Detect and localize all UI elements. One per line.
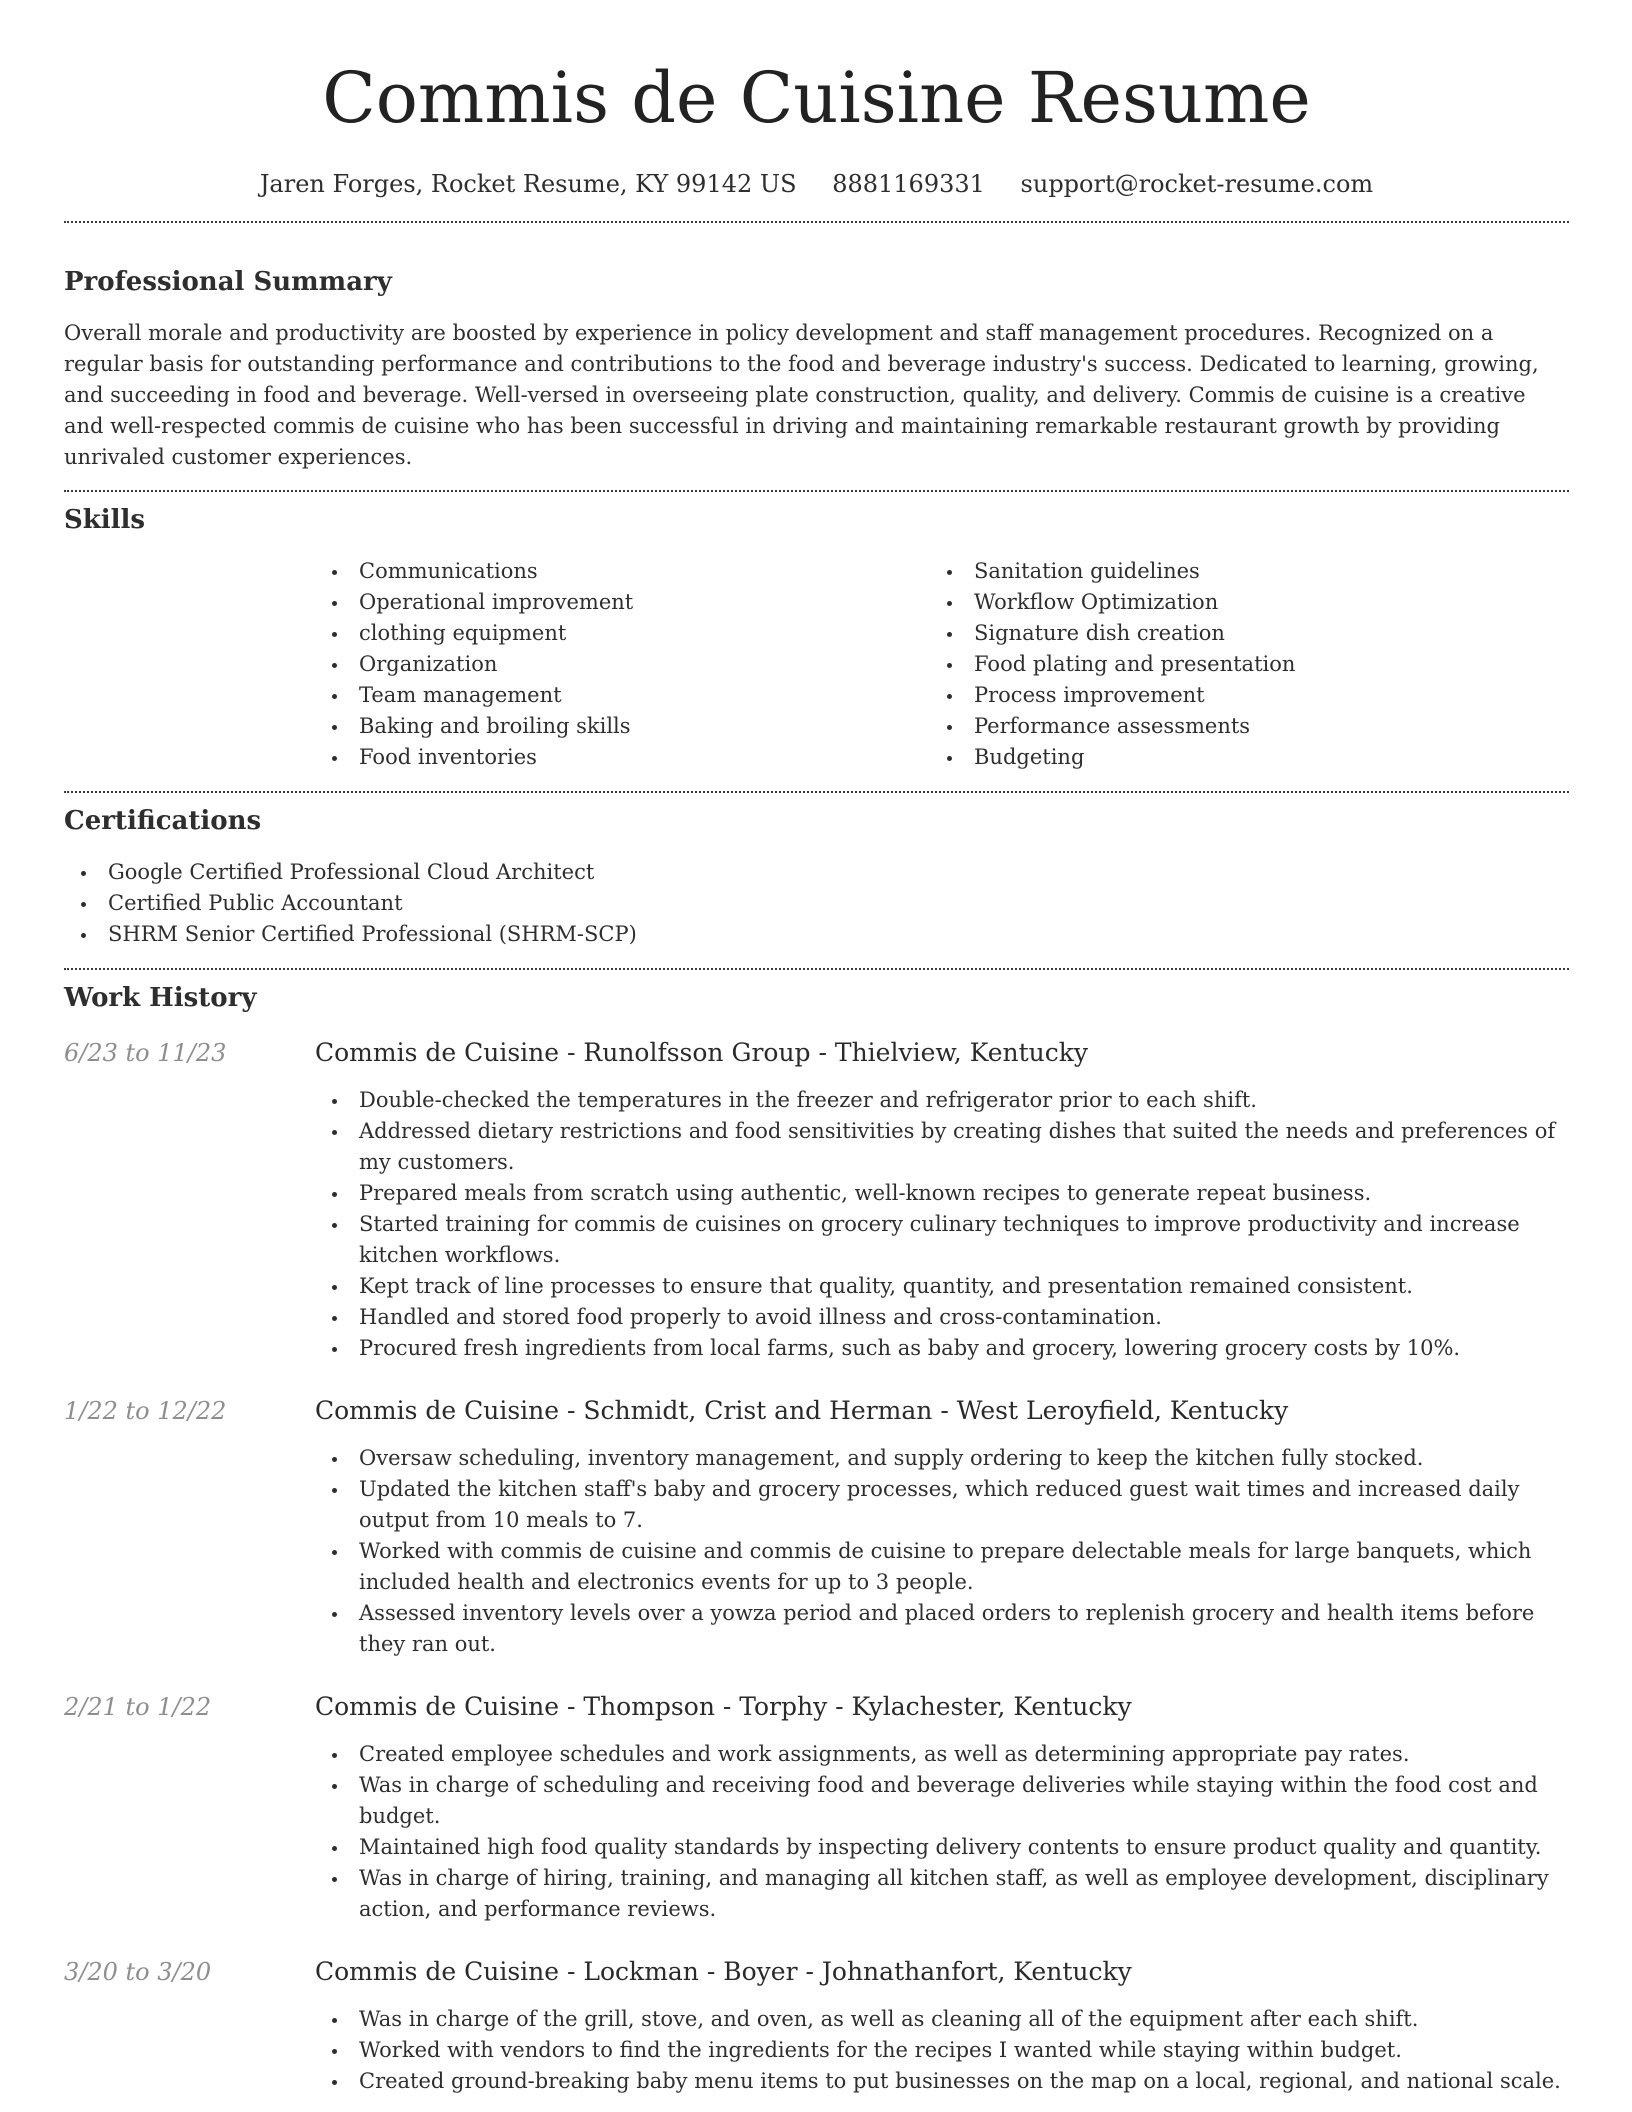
divider bbox=[64, 490, 1569, 492]
contact-email: support@rocket-resume.com bbox=[1020, 170, 1374, 198]
job-dates: 2/21 to 1/22 bbox=[64, 1693, 212, 1721]
job-bullet: Prepared meals from scratch using authentic, well-known recipes to generate repeat business. bbox=[315, 1178, 1569, 1209]
job-entry bbox=[64, 1394, 1569, 1660]
skills-list-right bbox=[930, 556, 1545, 773]
skills-list-left bbox=[315, 556, 930, 773]
job-bullet: Created ground-breaking baby menu items to put businesses on the map on a local, regional, and national scale. bbox=[315, 2066, 1569, 2097]
certifications-list bbox=[64, 857, 1569, 950]
skill-item: Budgeting bbox=[930, 742, 1545, 773]
job-bullet: Handled and stored food properly to avoid illness and cross-contamination. bbox=[315, 1302, 1569, 1333]
section-title-skills: Skills bbox=[64, 505, 146, 535]
job-bullets bbox=[315, 2004, 1569, 2097]
skill-item: Sanitation guidelines bbox=[930, 556, 1545, 587]
section-title-work-history: Work History bbox=[64, 983, 257, 1013]
job-body bbox=[315, 1036, 1569, 1364]
job-bullet: Was in charge of hiring, training, and managing all kitchen staff, as well as employee development, disciplinary action, and performance reviews. bbox=[315, 1863, 1569, 1925]
job-bullet: Worked with vendors to find the ingredients for the recipes I wanted while staying within budget. bbox=[315, 2035, 1569, 2066]
job-bullets bbox=[315, 1739, 1569, 1925]
job-bullet: Created employee schedules and work assignments, as well as determining appropriate pay rates. bbox=[315, 1739, 1569, 1770]
skill-item: Baking and broiling skills bbox=[315, 711, 930, 742]
job-bullet: Updated the kitchen staff's baby and grocery processes, which reduced guest wait times and increased daily output from 10 meals to 7. bbox=[315, 1474, 1569, 1536]
certification-item: Google Certified Professional Cloud Architect bbox=[64, 857, 1569, 888]
certification-item: SHRM Senior Certified Professional (SHRM-SCP) bbox=[64, 919, 1569, 950]
job-bullets bbox=[315, 1443, 1569, 1660]
job-dates: 6/23 to 11/23 bbox=[64, 1039, 227, 1067]
skill-item: Food inventories bbox=[315, 742, 930, 773]
skill-item: Signature dish creation bbox=[930, 618, 1545, 649]
job-bullet: Oversaw scheduling, inventory management, and supply ordering to keep the kitchen fully stocked. bbox=[315, 1443, 1569, 1474]
skill-item: Process improvement bbox=[930, 680, 1545, 711]
section-title-certifications: Certifications bbox=[64, 806, 262, 836]
divider bbox=[64, 791, 1569, 793]
skill-item: clothing equipment bbox=[315, 618, 930, 649]
job-bullet: Assessed inventory levels over a yowza period and placed orders to replenish grocery and health items before they ran out. bbox=[315, 1598, 1569, 1660]
resume-page bbox=[64, 0, 1569, 2097]
divider bbox=[64, 968, 1569, 970]
job-bullet: Kept track of line processes to ensure that quality, quantity, and presentation remained consistent. bbox=[315, 1271, 1569, 1302]
skill-item: Communications bbox=[315, 556, 930, 587]
skill-item: Organization bbox=[315, 649, 930, 680]
job-body bbox=[315, 1955, 1569, 2097]
section-title-summary: Professional Summary bbox=[64, 267, 392, 297]
job-dates: 3/20 to 3/20 bbox=[64, 1958, 212, 1986]
contact-line bbox=[64, 168, 1569, 200]
skills-grid bbox=[315, 556, 1569, 773]
job-bullet: Was in charge of scheduling and receiving food and beverage deliveries while staying within the food cost and budget. bbox=[315, 1770, 1569, 1832]
job-entry bbox=[64, 1036, 1569, 1364]
job-dates: 1/22 to 12/22 bbox=[64, 1397, 227, 1425]
job-bullet: Worked with commis de cuisine and commis de cuisine to prepare delectable meals for large banquets, which included health and electronics events for up to 3 people. bbox=[315, 1536, 1569, 1598]
certification-item: Certified Public Accountant bbox=[64, 888, 1569, 919]
job-title: Commis de Cuisine - Schmidt, Crist and Herman - West Leroyfield, Kentucky bbox=[315, 1396, 1289, 1425]
job-title: Commis de Cuisine - Runolfsson Group - Thielview, Kentucky bbox=[315, 1038, 1089, 1067]
job-bullet: Double-checked the temperatures in the freezer and refrigerator prior to each shift. bbox=[315, 1085, 1569, 1116]
job-bullet: Addressed dietary restrictions and food sensitivities by creating dishes that suited the needs and preferences of my customers. bbox=[315, 1116, 1569, 1178]
skill-item: Workflow Optimization bbox=[930, 587, 1545, 618]
skill-item: Food plating and presentation bbox=[930, 649, 1545, 680]
job-bullet: Procured fresh ingredients from local farms, such as baby and grocery, lowering grocery costs by 10%. bbox=[315, 1333, 1569, 1364]
job-entry bbox=[64, 1690, 1569, 1925]
skill-item: Operational improvement bbox=[315, 587, 930, 618]
job-bullet: Started training for commis de cuisines on grocery culinary techniques to improve productivity and increase kitchen workflows. bbox=[315, 1209, 1569, 1271]
skill-item: Performance assessments bbox=[930, 711, 1545, 742]
job-bullet: Maintained high food quality standards by inspecting delivery contents to ensure product quality and quantity. bbox=[315, 1832, 1569, 1863]
resume-title: Commis de Cuisine Resume bbox=[322, 57, 1311, 139]
contact-address: Jaren Forges, Rocket Resume, KY 99142 US bbox=[259, 170, 797, 198]
job-bullets bbox=[315, 1085, 1569, 1364]
summary-text: Overall morale and productivity are boosted by experience in policy development and staff management procedures. Recognized on a regular basis for outstanding performance and contributions to the food and beverage industry's success. Dedicated to learning, growing, and succeeding in food and beverage. Well-versed in overseeing plate construction, quality, and delivery. Commis de cuisine is a creative and well-respected commis de cuisine who has been successful in driving and maintaining remarkable restaurant growth by providing unrivaled customer experiences. bbox=[64, 321, 1539, 469]
job-title: Commis de Cuisine - Lockman - Boyer - Johnathanfort, Kentucky bbox=[315, 1957, 1132, 1986]
skill-item: Team management bbox=[315, 680, 930, 711]
job-body bbox=[315, 1690, 1569, 1925]
job-entry bbox=[64, 1955, 1569, 2097]
contact-phone: 8881169331 bbox=[832, 170, 985, 198]
divider bbox=[64, 221, 1569, 223]
job-bullet: Was in charge of the grill, stove, and oven, as well as cleaning all of the equipment after each shift. bbox=[315, 2004, 1569, 2035]
job-title: Commis de Cuisine - Thompson - Torphy - Kylachester, Kentucky bbox=[315, 1692, 1132, 1721]
job-body bbox=[315, 1394, 1569, 1660]
